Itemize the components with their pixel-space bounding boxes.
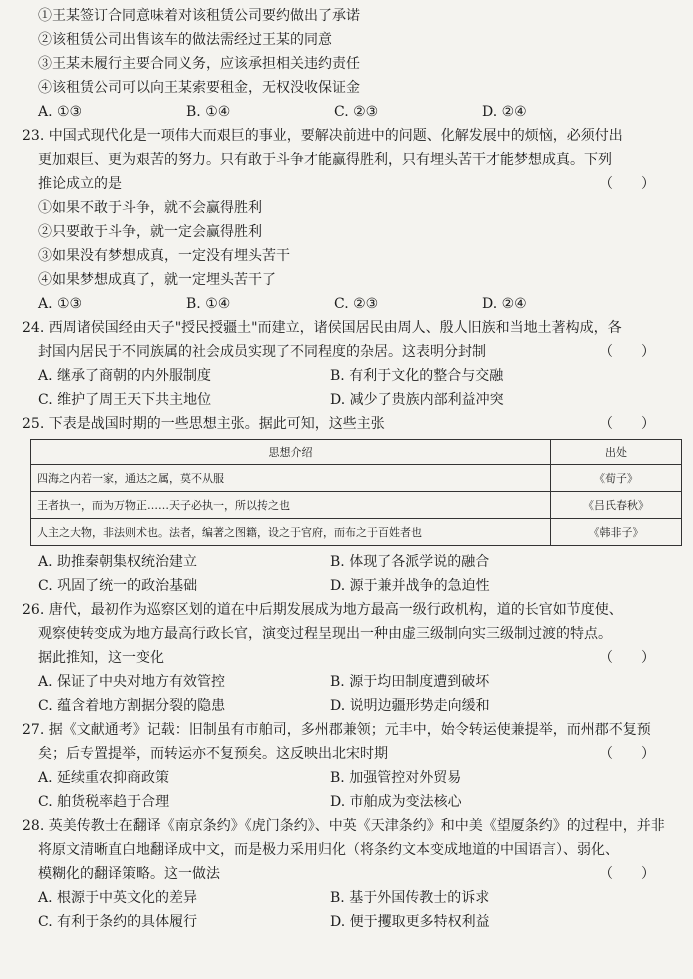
q25-option-c[interactable]: C. 巩固了统一的政治基础 <box>38 578 198 594</box>
q27-option-c[interactable]: C. 舶货税率趋于合理 <box>38 794 170 810</box>
q26-option-c[interactable]: C. 蕴含着地方割据分裂的隐患 <box>38 698 226 714</box>
q28-option-c[interactable]: C. 有利于条约的具体履行 <box>38 914 198 930</box>
q22-item-3: ③王某未履行主要合同义务，应该承担相关违约责任 <box>38 56 360 72</box>
table-row <box>31 492 682 519</box>
q28-option-d[interactable]: D. 便于攫取更多特权利益 <box>330 914 490 930</box>
q26-options-row-1 <box>22 670 677 694</box>
q24-answer-paren: （ ） <box>599 344 655 360</box>
q23-stem-3 <box>22 172 677 196</box>
q28-options-row-1 <box>22 886 677 910</box>
table-cell-idea: 王者执一，而为万物正……天子必执一，所以抟之也 <box>31 492 551 519</box>
q25-options-row-2 <box>22 574 677 598</box>
q25-option-b[interactable]: B. 体现了各派学说的融合 <box>330 554 490 570</box>
q28-option-b[interactable]: B. 基于外国传教士的诉求 <box>330 890 490 906</box>
q26-option-a[interactable]: A. 保证了中央对地方有效管控 <box>38 674 226 690</box>
q23-stem-3-text: 推论成立的是 <box>38 176 122 192</box>
q26-stem-3 <box>22 646 677 670</box>
q23-answer-paren: （ ） <box>599 176 655 192</box>
q28-stem-2: 将原文清晰直白地翻译成中文，而是极力采用归化（将条约文本变成地道的中国语言）、弱化、 <box>38 842 619 858</box>
q23-stem-2: 更加艰巨、更为艰苦的努力。只有敢于斗争才能赢得胜利，只有埋头苦干才能梦想成真。下列 <box>38 152 612 168</box>
q25-option-d[interactable]: D. 源于兼并战争的急迫性 <box>330 578 490 594</box>
q26-stem-3-text: 据此推知，这一变化 <box>38 650 164 666</box>
q24-option-d[interactable]: D. 减少了贵族内部利益冲突 <box>330 392 504 408</box>
q26-option-b[interactable]: B. 源于均田制度遭到破坏 <box>330 674 490 690</box>
q27-answer-paren: （ ） <box>599 746 655 762</box>
q23-item-1: ①如果不敢于斗争，就不会赢得胜利 <box>38 200 262 216</box>
q23-item-4: ④如果梦想成真了，就一定埋头苦干了 <box>38 272 276 288</box>
table-header-ideas: 思想介绍 <box>31 440 551 465</box>
table-row <box>31 519 682 546</box>
q25-answer-paren: （ ） <box>599 416 655 432</box>
q23-option-b[interactable]: B. ①④ <box>186 296 231 312</box>
table-row <box>31 465 682 492</box>
q24-option-a[interactable]: A. 继承了商朝的内外服制度 <box>38 368 212 384</box>
q27-stem-2 <box>22 742 677 766</box>
q22-item-4: ④该租赁公司可以向王某索要租金，无权没收保证金 <box>38 80 360 96</box>
q28-option-a[interactable]: A. 根源于中英文化的差异 <box>38 890 198 906</box>
table-header-row <box>31 440 682 465</box>
table-cell-source: 《吕氏春秋》 <box>551 492 682 519</box>
q25-stem <box>22 412 677 436</box>
q23-options <box>22 292 677 316</box>
q25-table <box>30 439 682 546</box>
q27-options-row-2 <box>22 790 677 814</box>
table-header-source: 出处 <box>551 440 682 465</box>
q26-answer-paren: （ ） <box>599 650 655 666</box>
q28-answer-paren: （ ） <box>599 866 655 882</box>
q23-option-d[interactable]: D. ②④ <box>482 296 527 312</box>
q22-option-d[interactable]: D. ②④ <box>482 104 527 120</box>
table-cell-source: 《荀子》 <box>551 465 682 492</box>
q28-stem-3 <box>22 862 677 886</box>
q23-option-a[interactable]: A. ①③ <box>38 296 83 312</box>
q26-option-d[interactable]: D. 说明边疆形势走向缓和 <box>330 698 490 714</box>
q22-item-2: ②该租赁公司出售该车的做法需经过王某的同意 <box>38 32 332 48</box>
q24-options-row-2 <box>22 388 677 412</box>
q25-options-row-1 <box>22 550 677 574</box>
q23-item-2: ②只要敢于斗争，就一定会赢得胜利 <box>38 224 262 240</box>
q25-option-a[interactable]: A. 助推秦朝集权统治建立 <box>38 554 198 570</box>
q28-options-row-2 <box>22 910 677 934</box>
q22-option-a[interactable]: A. ①③ <box>38 104 83 120</box>
q24-option-b[interactable]: B. 有利于文化的整合与交融 <box>330 368 504 384</box>
table-cell-source: 《韩非子》 <box>551 519 682 546</box>
q24-options-row-1 <box>22 364 677 388</box>
q24-option-c[interactable]: C. 维护了周王天下共主地位 <box>38 392 212 408</box>
q27-option-a[interactable]: A. 延续重农抑商政策 <box>38 770 170 786</box>
table-cell-idea: 四海之内若一家，通达之属，莫不从服 <box>31 465 551 492</box>
q22-options <box>22 100 677 124</box>
q23-stem-1: 23. 中国式现代化是一项伟大而艰巨的事业，要解决前进中的问题、化解发展中的烦恼，必须付出 <box>22 128 623 144</box>
q27-stem-1: 27. 据《文献通考》记载：旧制虽有市舶司，多州郡兼领；元丰中，始令转运使兼提举，而州郡不复预 <box>22 722 651 738</box>
q23-option-c[interactable]: C. ②③ <box>334 296 379 312</box>
q25-stem-text: 25. 下表是战国时期的一些思想主张。据此可知，这些主张 <box>22 416 385 432</box>
q24-stem-2-text: 封国内居民于不同族属的社会成员实现了不同程度的杂居。这表明分封制 <box>38 344 486 360</box>
q24-stem-1: 24. 西周诸侯国经由天子"授民授疆土"而建立，诸侯国居民由周人、殷人旧族和当地土著构成，各 <box>22 320 622 336</box>
q27-option-b[interactable]: B. 加强管控对外贸易 <box>330 770 462 786</box>
q26-stem-2: 观察使转变成为地方最高行政长官，演变过程呈现出一种由虚三级制向实三级制过渡的特点。 <box>38 626 612 642</box>
q26-options-row-2 <box>22 694 677 718</box>
q23-item-3: ③如果没有梦想成真，一定没有埋头苦干 <box>38 248 290 264</box>
table-cell-idea: 人主之大物，非法则术也。法者，编著之图籍，设之于官府，而布之于百姓者也 <box>31 519 551 546</box>
q27-options-row-1 <box>22 766 677 790</box>
q27-option-d[interactable]: D. 市舶成为变法核心 <box>330 794 462 810</box>
q27-stem-2-text: 矣；后专置提举，而转运亦不复预矣。这反映出北宋时期 <box>38 746 388 762</box>
q28-stem-1: 28. 英美传教士在翻译《南京条约》《虎门条约》、中英《天津条约》和中美《望厦条约》的过程中，并非 <box>22 818 665 834</box>
q24-stem-2 <box>22 340 677 364</box>
q26-stem-1: 26. 唐代，最初作为巡察区划的道在中后期发展成为地方最高一级行政机构，道的长官如节度使、 <box>22 602 623 618</box>
q22-option-b[interactable]: B. ①④ <box>186 104 231 120</box>
q28-stem-3-text: 模糊化的翻译策略。这一做法 <box>38 866 220 882</box>
q22-item-1: ①王某签订合同意味着对该租赁公司要约做出了承诺 <box>38 8 360 24</box>
q22-option-c[interactable]: C. ②③ <box>334 104 379 120</box>
